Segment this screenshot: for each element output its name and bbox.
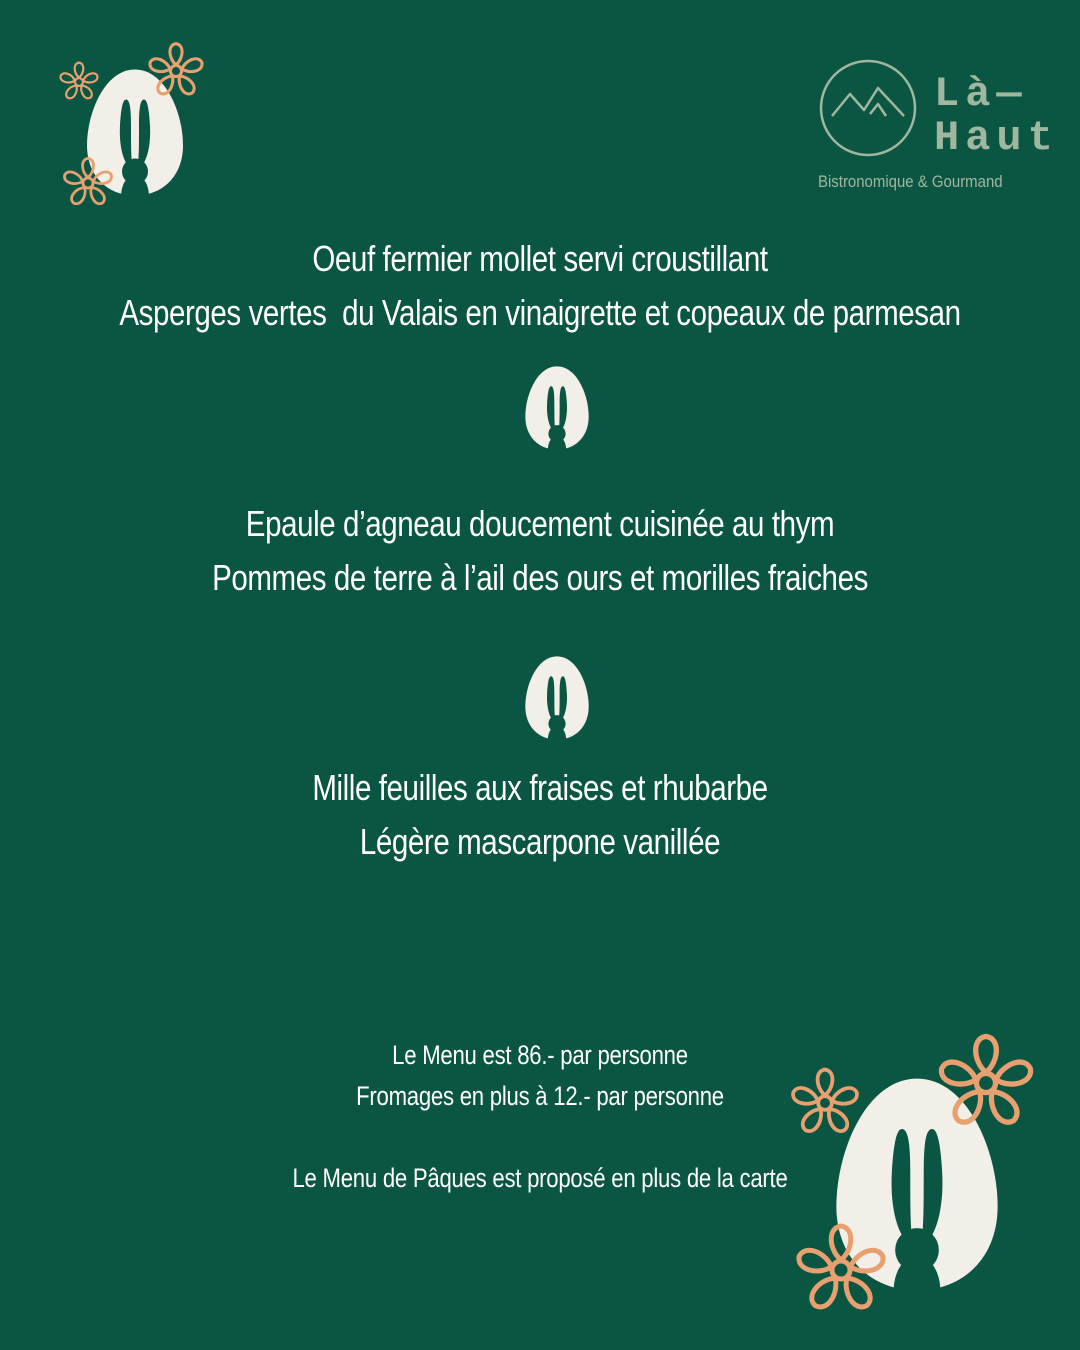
cheese-price: Fromages en plus à 12.- par personne bbox=[356, 1081, 724, 1111]
course-title: Epaule d’agneau doucement cuisinée au thym bbox=[245, 503, 835, 544]
decor-top-left bbox=[55, 40, 215, 210]
course-main bbox=[97, 497, 983, 605]
course-starter bbox=[97, 232, 983, 340]
course-description: Asperges vertes du Valais en vinaigrette et copeaux de parmesan bbox=[119, 292, 961, 333]
flower-icon bbox=[791, 1220, 891, 1320]
flower-icon bbox=[145, 40, 207, 102]
course-title: Oeuf fermier mollet servi croustillant bbox=[312, 238, 768, 279]
bunny-egg-icon bbox=[524, 364, 590, 452]
brand-name-line2: Haut bbox=[934, 114, 1059, 162]
mountain-logo-icon bbox=[818, 58, 918, 158]
brand-tagline: Bistronomique & Gourmand bbox=[818, 172, 1003, 191]
course-description: Pommes de terre à l’ail des ours et morilles fraiches bbox=[212, 557, 868, 598]
brand-name-line1: Là— bbox=[934, 70, 1028, 118]
menu-price: Le Menu est 86.- par personne bbox=[392, 1040, 688, 1070]
flower-icon bbox=[933, 1030, 1039, 1136]
course-dessert bbox=[97, 761, 983, 869]
course-title: Mille feuilles aux fraises et rhubarbe bbox=[312, 767, 768, 808]
bunny-egg-icon bbox=[524, 654, 590, 742]
course-description: Légère mascarpone vanillée bbox=[359, 821, 721, 862]
flower-icon bbox=[787, 1065, 863, 1141]
decor-bottom-right bbox=[785, 1030, 1045, 1320]
flower-icon bbox=[60, 155, 116, 211]
menu-note: Le Menu de Pâques est proposé en plus de la carte bbox=[292, 1163, 788, 1193]
flower-icon bbox=[57, 60, 101, 104]
